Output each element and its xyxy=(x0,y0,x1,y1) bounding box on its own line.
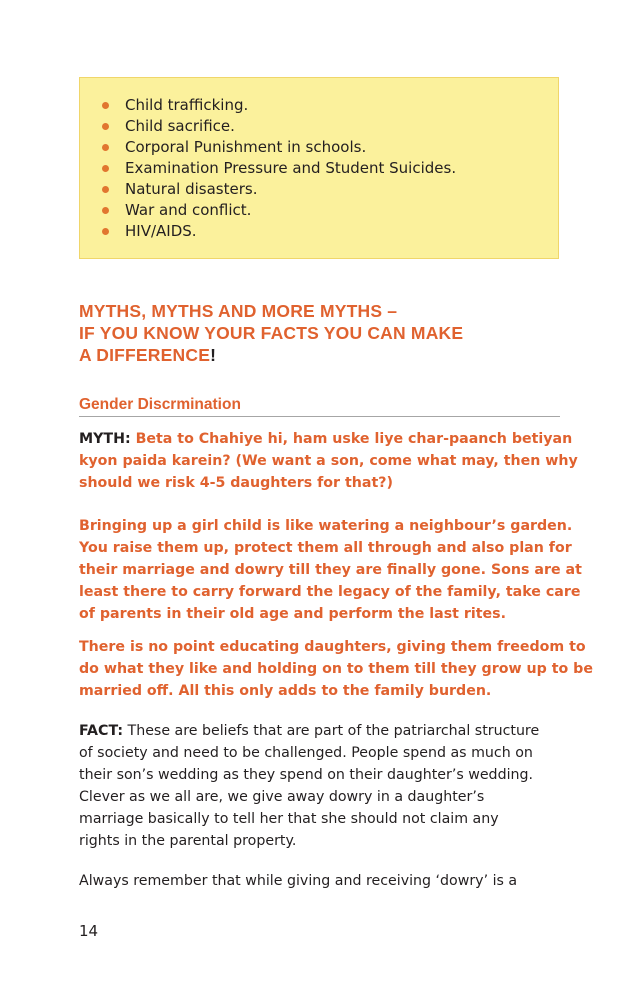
heading-exclamation: ! xyxy=(210,345,217,365)
bullet-dot-icon xyxy=(102,228,109,235)
bullet-dot-icon xyxy=(102,102,109,109)
fact-line: Clever as we all are, we give away dowry in a daughter’s xyxy=(79,789,485,805)
issues-list-box xyxy=(79,77,559,259)
myth-paragraph-2 xyxy=(79,515,582,625)
myth-line-2: kyon paida karein? (We want a son, come what may, then why xyxy=(79,453,578,469)
paragraph-line: of parents in their old age and perform the last rites. xyxy=(79,606,507,622)
fact-line: marriage basically to tell her that she should not claim any xyxy=(79,811,499,827)
list-item xyxy=(98,221,456,242)
bullet-dot-icon xyxy=(102,186,109,193)
list-item xyxy=(98,179,456,200)
bullet-dot-icon xyxy=(102,123,109,130)
myth-paragraph xyxy=(79,428,578,494)
list-item xyxy=(98,95,456,116)
heading-line-1: MYTHS, MYTHS AND MORE MYTHS – xyxy=(79,301,398,321)
subheading-gender-discrimination: Gender Discrmination xyxy=(79,395,560,417)
section-heading xyxy=(79,300,463,366)
list-item-text: Child sacrifice. xyxy=(125,117,235,135)
list-item xyxy=(98,158,456,179)
list-item xyxy=(98,137,456,158)
myth-paragraph-3 xyxy=(79,636,593,702)
heading-line-3 xyxy=(79,344,463,366)
list-item xyxy=(98,116,456,137)
list-item-text: Corporal Punishment in schools. xyxy=(125,138,367,156)
closing-paragraph xyxy=(79,870,569,892)
heading-line-3-text: A DIFFERENCE xyxy=(79,345,211,365)
list-item-text: HIV/AIDS. xyxy=(125,222,197,240)
fact-line: of society and need to be challenged. People spend as much on xyxy=(79,745,533,761)
paragraph-line: their marriage and dowry till they are finally gone. Sons are at xyxy=(79,562,582,578)
myth-line-3: should we risk 4-5 daughters for that?) xyxy=(79,475,393,491)
bullet-dot-icon xyxy=(102,207,109,214)
list-item-text: Natural disasters. xyxy=(125,180,258,198)
fact-line: their son’s wedding as they spend on their daughter’s wedding. xyxy=(79,767,534,783)
heading-line-2: IF YOU KNOW YOUR FACTS YOU CAN MAKE xyxy=(79,323,464,343)
list-item-text: Child trafficking. xyxy=(125,96,249,114)
bullet-dot-icon xyxy=(102,144,109,151)
fact-line-1 xyxy=(79,720,569,742)
list-item-text: War and conflict. xyxy=(125,201,252,219)
page-number: 14 xyxy=(79,922,99,940)
paragraph-line: married off. All this only adds to the family burden. xyxy=(79,683,492,699)
paragraph-line: do what they like and holding on to them till they grow up to be xyxy=(79,661,593,677)
closing-line: Always remember that while giving and receiving ‘dowry’ is a xyxy=(79,873,518,889)
paragraph-line: Bringing up a girl child is like watering a neighbour’s garden. xyxy=(79,518,573,534)
fact-line-1-text: These are beliefs that are part of the patriarchal structure xyxy=(123,723,540,739)
paragraph-line: There is no point educating daughters, giving them freedom to xyxy=(79,639,586,655)
myth-label: MYTH: xyxy=(79,431,131,447)
myth-line-1 xyxy=(79,428,573,450)
paragraph-line: least there to carry forward the legacy of the family, take care xyxy=(79,584,581,600)
paragraph-line: You raise them up, protect them all through and also plan for xyxy=(79,540,572,556)
issues-list xyxy=(98,95,456,242)
fact-line: rights in the parental property. xyxy=(79,833,297,849)
bullet-dot-icon xyxy=(102,165,109,172)
list-item-text: Examination Pressure and Student Suicides. xyxy=(125,159,457,177)
myth-line-1-text: Beta to Chahiye hi, ham uske liye char-paanch betiyan xyxy=(130,431,573,447)
list-item xyxy=(98,200,456,221)
fact-label: FACT: xyxy=(79,723,124,739)
fact-paragraph xyxy=(79,720,569,852)
